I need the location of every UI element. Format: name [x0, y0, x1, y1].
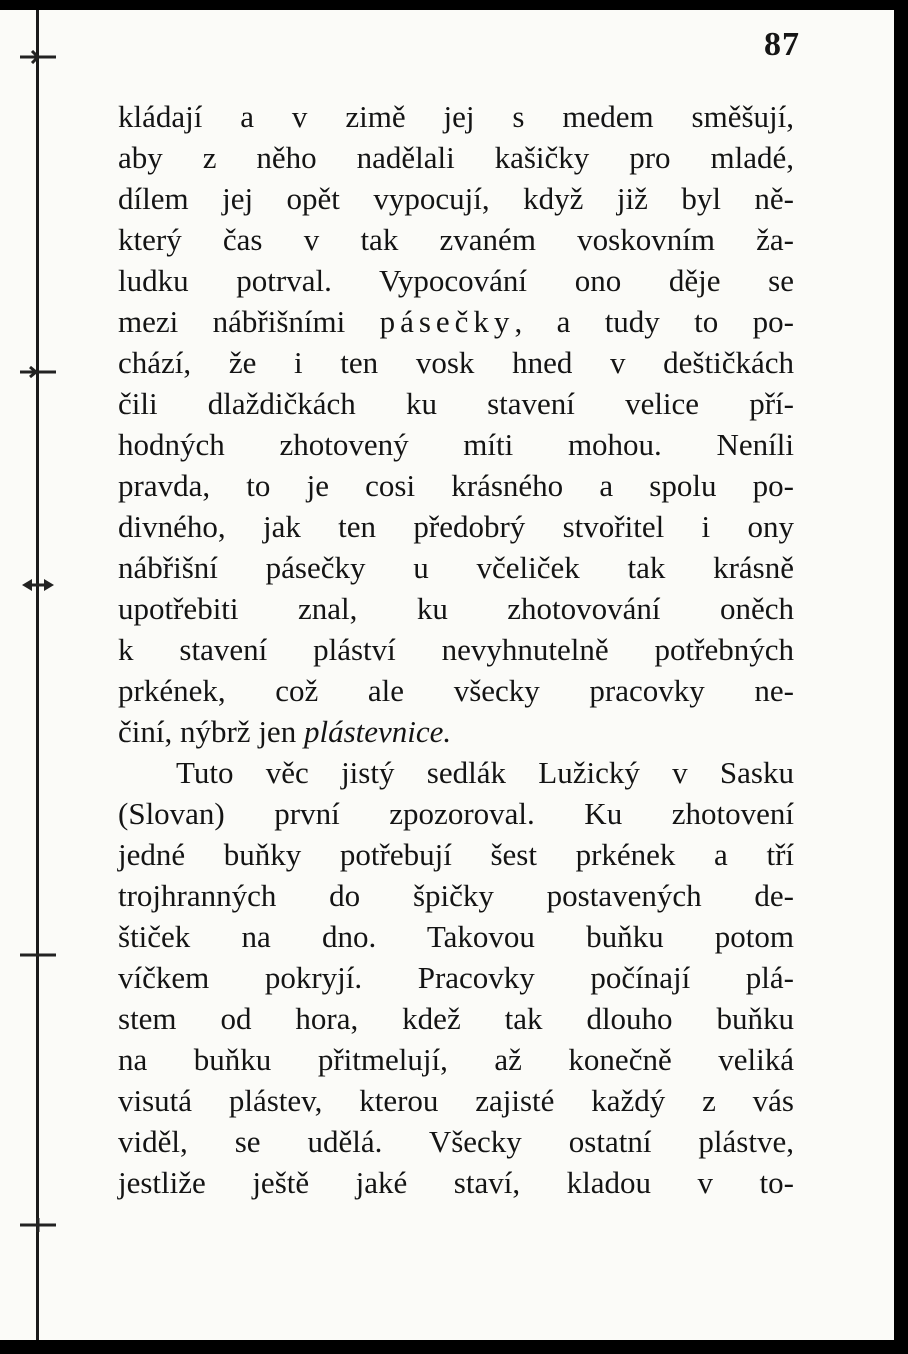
- text-line: trojhranných do špičky postavených de-: [118, 878, 794, 913]
- text-segment: mezi nábřišními: [118, 304, 346, 339]
- text-line: stem od hora, kdež tak dlouho buňku: [118, 1001, 794, 1036]
- page-number: 87: [764, 26, 800, 63]
- italic-term: plástevnice.: [303, 714, 452, 749]
- binding-rule: [36, 10, 39, 1340]
- text-line: (Slovan) první zpozoroval. Ku zhotovení: [118, 796, 794, 831]
- text-segment: činí, nýbrž jen: [118, 714, 297, 749]
- gutter-mark-5: [18, 1218, 58, 1232]
- text-line: [118, 301, 794, 342]
- text-line: kládají a v zimě jej s medem směšují,: [118, 99, 794, 134]
- text-line: chází, že i ten vosk hned v deštičkách: [118, 345, 794, 380]
- text-line: který čas v tak zvaném voskovním ža-: [118, 222, 794, 257]
- gutter-mark-3: [18, 578, 58, 592]
- gutter-mark-2: [18, 365, 58, 379]
- text-line: Tuto věc jistý sedlák Lužický v Sasku: [176, 755, 794, 790]
- text-line: visutá plástev, kterou zajisté každý z vás: [118, 1083, 794, 1118]
- text-segment: , a tudy to po-: [514, 304, 794, 339]
- text-line: čili dlaždičkách ku stavení velice pří-: [118, 386, 794, 421]
- text-line: hodných zhotovený míti mohou. Neníli: [118, 427, 794, 462]
- body-text: [118, 96, 794, 1203]
- gutter-mark-4: [18, 948, 58, 962]
- text-line: víčkem pokryjí. Pracovky počínají plá-: [118, 960, 794, 995]
- text-line: divného, jak ten předobrý stvořitel i ony: [118, 509, 794, 544]
- text-line: jestliže ještě jaké staví, kladou v to-: [118, 1165, 794, 1200]
- text-line: nábřišní pásečky u včeliček tak krásně: [118, 550, 794, 585]
- text-line: jedné buňky potřebují šest prkének a tří: [118, 837, 794, 872]
- text-line: pravda, to je cosi krásného a spolu po-: [118, 468, 794, 503]
- book-page: [0, 10, 894, 1340]
- text-line: viděl, se udělá. Všecky ostatní plástve,: [118, 1124, 794, 1159]
- text-line: prkének, což ale všecky pracovky ne-: [118, 673, 794, 708]
- emphasized-word: pásečky: [379, 304, 515, 339]
- text-line: dílem jej opět vypocují, když již byl ně-: [118, 181, 794, 216]
- gutter-mark-1: [18, 50, 58, 64]
- text-line: [118, 711, 794, 752]
- text-line: na buňku přitmelují, až konečně veliká: [118, 1042, 794, 1077]
- text-line: aby z něho nadělali kašičky pro mladé,: [118, 140, 794, 175]
- text-line: upotřebiti znal, ku zhotovování oněch: [118, 591, 794, 626]
- text-line: štiček na dno. Takovou buňku potom: [118, 919, 794, 954]
- text-line: k stavení pláství nevyhnutelně potřebných: [118, 632, 794, 667]
- text-line: ludku potrval. Vypocování ono děje se: [118, 263, 794, 298]
